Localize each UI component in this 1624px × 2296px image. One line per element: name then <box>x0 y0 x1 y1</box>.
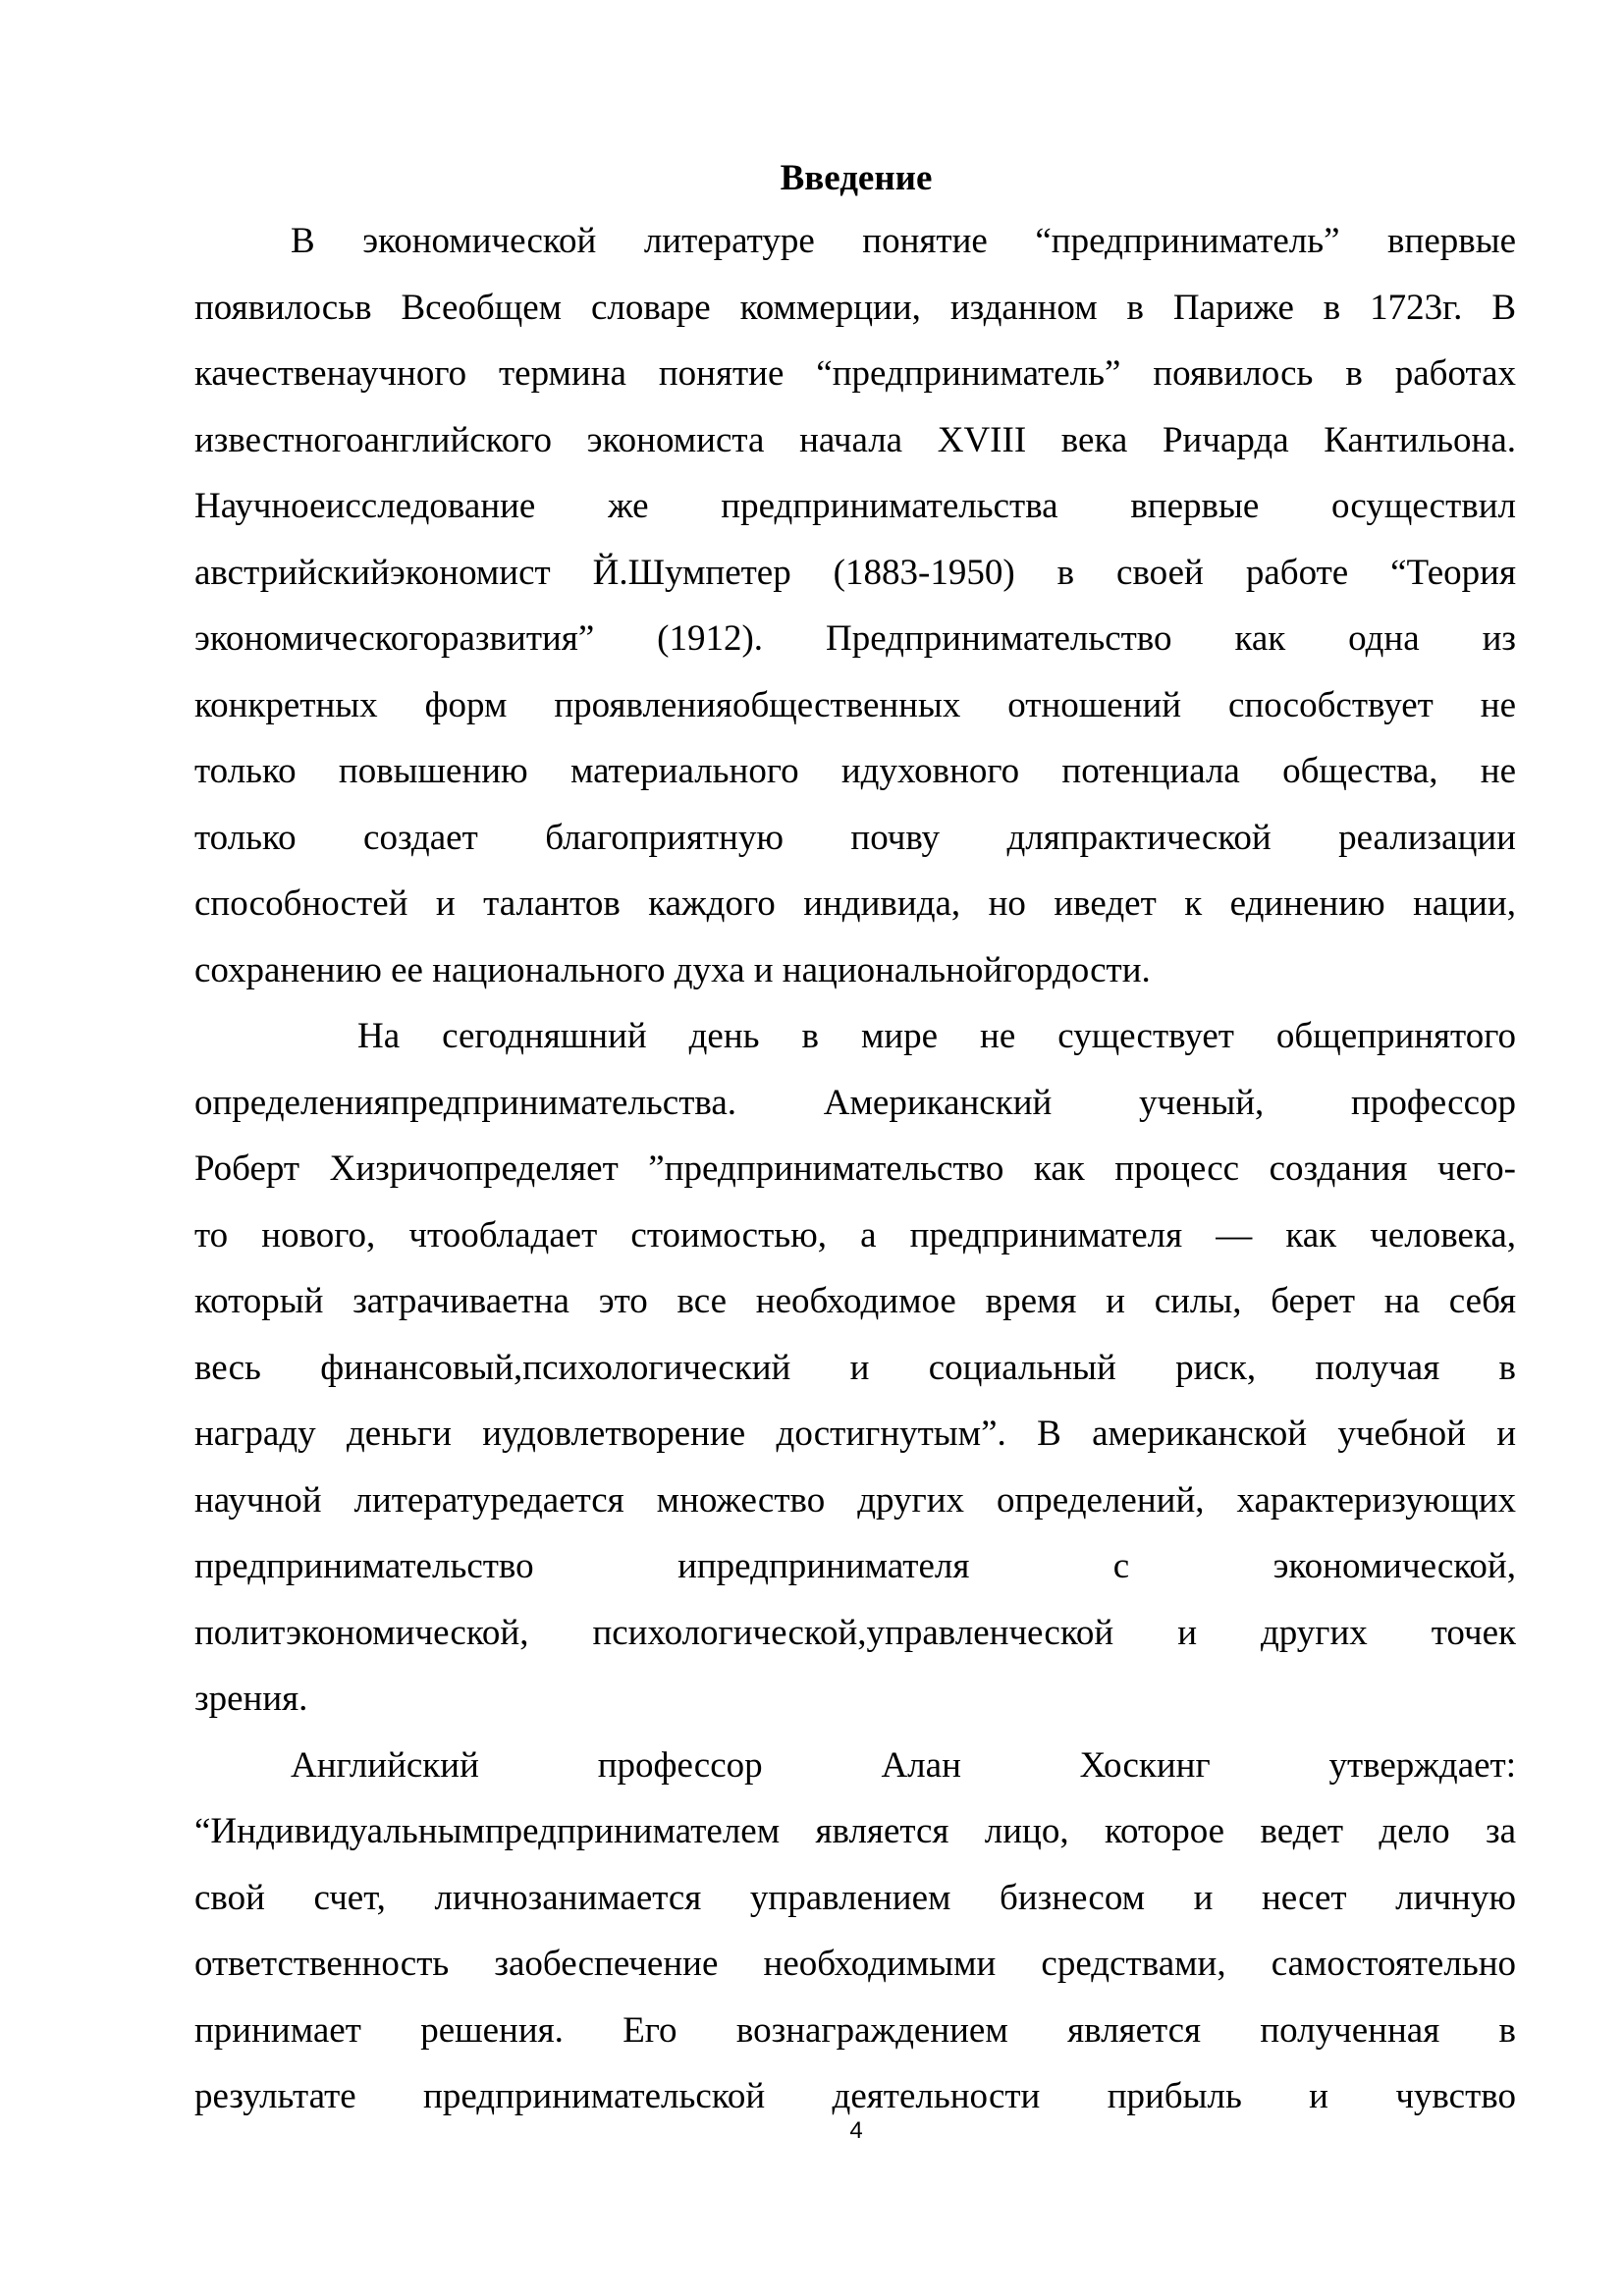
text-line: конкретных форм проявленияобщественных отношений способствует не <box>194 685 1516 725</box>
page-title: Введение <box>780 158 933 198</box>
text-line: предпринимательство ипредпринимателя с экономической, <box>194 1546 1516 1586</box>
text-line: Роберт Хизричопределяет ”предпринимательство как процесс создания чего- <box>194 1148 1516 1189</box>
text-line: результате предпринимательской деятельности прибыль и чувство <box>194 2076 1516 2116</box>
text-line: сохранению ее национального духа и национальнойгордости. <box>194 950 1151 990</box>
text-line: только повышению материального идуховного потенциала общества, не <box>194 751 1516 791</box>
text-line: На сегодняшний день в мире не существует общепринятого <box>357 1016 1516 1056</box>
text-line: весь финансовый,психологический и социальный риск, получая в <box>194 1348 1516 1388</box>
text-line: принимает решения. Его вознаграждением является полученная в <box>194 2010 1516 2051</box>
text-line: экономическогоразвития” (1912). Предпринимательство как одна из <box>194 618 1516 659</box>
text-line: качественаучного термина понятие “предприниматель” появилось в работах <box>194 353 1516 394</box>
text-line: известногоанглийского экономиста начала XVIII века Ричарда Кантильона. <box>194 420 1516 460</box>
text-line: политэкономической, психологической,управленческой и других точек <box>194 1613 1516 1653</box>
text-line: австрийскийэкономист Й.Шумпетер (1883-1950) в своей работе “Теория <box>194 553 1516 593</box>
text-line: награду деньги иудовлетворение достигнутым”. В американской учебной и <box>194 1414 1516 1454</box>
text-line: появилосьв Всеобщем словаре коммерции, изданном в Париже в 1723г. В <box>194 288 1516 328</box>
text-line: Английский профессор Алан Хоскинг утверждает: <box>291 1745 1516 1786</box>
text-line: В экономической литературе понятие “предприниматель” впервые <box>291 221 1516 261</box>
text-line: определенияпредпринимательства. Американский ученый, профессор <box>194 1083 1516 1123</box>
text-line: “Индивидуальнымпредпринимателем является лицо, которое ведет дело за <box>194 1811 1516 1851</box>
text-line: то нового, чтообладает стоимостью, а предпринимателя — как человека, <box>194 1215 1516 1255</box>
text-line: научной литературедается множество других определений, характеризующих <box>194 1480 1516 1521</box>
text-line: Научноеисследование же предпринимательства впервые осуществил <box>194 486 1516 526</box>
text-line: способностей и талантов каждого индивида, но иведет к единению нации, <box>194 883 1516 924</box>
page-number: 4 <box>849 2117 863 2144</box>
text-line: свой счет, личнозанимается управлением бизнесом и несет личную <box>194 1878 1516 1918</box>
text-line: который затрачиваетна это все необходимое время и силы, берет на себя <box>194 1281 1516 1321</box>
text-line: зрения. <box>194 1679 308 1719</box>
text-line: ответственность заобеспечение необходимыми средствами, самостоятельно <box>194 1944 1516 1984</box>
text-line: только создает благоприятную почву дляпрактической реализации <box>194 818 1516 858</box>
